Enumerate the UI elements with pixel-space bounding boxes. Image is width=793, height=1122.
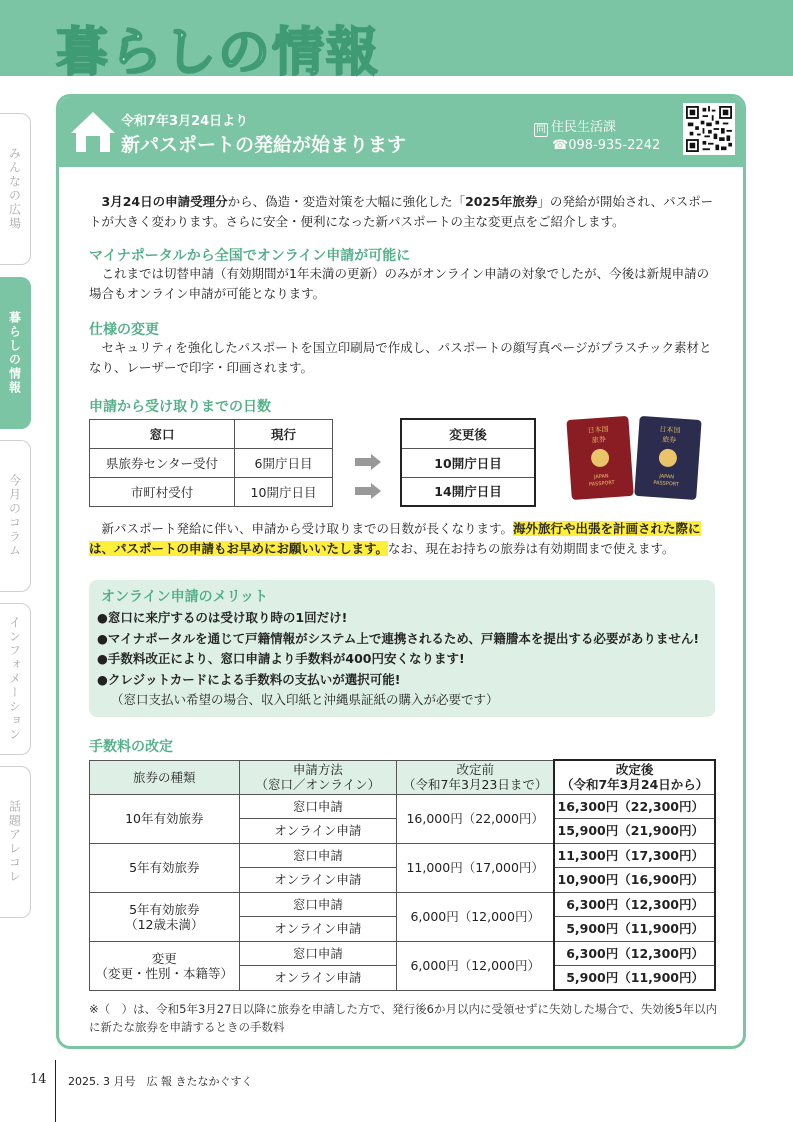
fee-type: 10年有効旅券 — [90, 794, 240, 843]
online-body: これまでは切替申請（有効期間が1年未満の更新）のみがオンライン申請の対象でしたが、今後は新規申請の場合もオンライン申請が可能となります。 — [89, 266, 710, 301]
table-row: オンライン申請 5,900円（11,900円） — [90, 917, 716, 942]
svg-text:日本国: 日本国 — [587, 425, 609, 435]
days-heading: 申請から受け取りまでの日数 — [89, 399, 271, 415]
fee-heading: 手数料の改定 — [89, 739, 173, 755]
article-title: 新パスポートの発給が始まります — [121, 134, 407, 156]
days-after-table — [400, 418, 536, 507]
fee-table — [89, 759, 716, 991]
fee-type: 変更 （変更・性別・本籍等） — [90, 941, 240, 990]
inquiry-icon: 問 — [536, 124, 546, 135]
arrow-right-icon — [355, 454, 381, 470]
svg-text:JAPAN: JAPAN — [659, 473, 675, 481]
merit-note: （窓口支払い希望の場合、収入印紙と沖縄県証紙の購入が必要です） — [111, 692, 499, 707]
list-item: ●クレジットカードによる手数料の支払いが選択可能! — [97, 671, 401, 687]
phone-number[interactable]: ☎098-935-2242 — [552, 138, 661, 153]
col-header-current: 現行 — [235, 420, 333, 449]
spec-body: セキュリティを強化したパスポートを国立印刷局で作成し、パスポートの顔写真ページがプラスチック素材となり、レーザーで印字・印画されます。 — [89, 340, 712, 375]
fee-footnote: ※（ ）は、令和5年3月27日以降に旅券を申請した方で、発行後6か月以内に受領せずに失効した場合で、失効後5年以内に新たな旅券を申請するときの手数料 — [89, 1002, 718, 1034]
list-item: ●手数料改正により、窓口申請より手数料が400円安くなります! — [97, 651, 465, 666]
table-row: 市町村受付 10開庁日目 — [90, 478, 333, 507]
side-tab-kurashi[interactable]: 暮らしの情報 — [0, 277, 31, 429]
col-header-type: 旅券の種類 — [90, 760, 240, 794]
side-tab-wadai[interactable]: 話題アレコレ — [0, 766, 31, 918]
svg-text:PASSPORT: PASSPORT — [653, 479, 680, 488]
table-row: 5年有効旅券 （12歳未満） 窓口申請 6,000円（12,000円） 6,300円（12,300円） — [90, 892, 716, 917]
merit-heading: オンライン申請のメリット — [101, 589, 269, 605]
online-heading: マイナポータルから全国でオンライン申請が可能に — [89, 248, 411, 264]
department-name: 住民生活課 — [551, 120, 617, 135]
page-number: 14 — [30, 1072, 47, 1087]
col-header-counter: 窓口 — [90, 420, 235, 449]
highlighted-notice: 海外旅行や出張を計画された際には、パスポートの申請もお早めにお願いいたします。 — [89, 521, 701, 556]
footer-issue: 2025. 3 月号 広 報 きたなかぐすく — [68, 1075, 253, 1088]
merit-list — [97, 608, 699, 711]
intro-text: 3月24日の申請受理分から、偽造・変造対策を大幅に強化した「2025年旅券」の発給が開始され、パスポートが大きく変わります。さらに安全・便利になった新パスポートの主な変更点をご紹介します。 — [89, 194, 714, 229]
table-row: オンライン申請 10,900円（16,900円） — [90, 868, 716, 893]
svg-text:日本国: 日本国 — [659, 425, 681, 435]
table-row: 変更 （変更・性別・本籍等） 窓口申請 6,000円（12,000円） 6,300円（12,300円） — [90, 941, 716, 966]
table-row: オンライン申請 5,900円（11,900円） — [90, 966, 716, 991]
merit-box — [89, 580, 715, 717]
article-card — [56, 94, 746, 1049]
qr-code-icon[interactable] — [683, 103, 735, 155]
house-icon — [69, 109, 117, 155]
svg-text:JAPAN: JAPAN — [593, 473, 609, 481]
table-row: 県旅券センター受付 6開庁日目 — [90, 449, 333, 478]
table-row: 5年有効旅券 窓口申請 11,000円（17,000円） 11,300円（17,300円） — [90, 843, 716, 868]
notice-text: 新パスポート発給に伴い、申請から受け取りまでの日数が長くなります。海外旅行や出張を計画された際には、パスポートの申請もお早めにお願いいたします。なお、現在お持ちの旅券は有効期間まで使えます。 — [89, 521, 701, 556]
list-item: ●窓口に来庁するのは受け取り時の1回だけ! — [97, 610, 348, 625]
spec-heading: 仕様の変更 — [89, 322, 159, 338]
side-tab-minna[interactable]: みんなの広場 — [0, 113, 31, 265]
svg-text:PASSPORT: PASSPORT — [588, 479, 615, 488]
table-row: 10年有効旅券 窓口申請 16,000円（22,000円） 16,300円（22,300円） — [90, 794, 716, 819]
passport-illustration — [564, 412, 704, 502]
col-header-before: 改定前 （令和7年3月23日まで） — [397, 760, 555, 794]
days-table — [89, 419, 333, 507]
side-tab-information[interactable]: インフォメーション — [0, 603, 31, 755]
section-title: 暮らしの情報 — [56, 23, 381, 83]
arrow-right-icon — [355, 483, 381, 499]
fee-type: 5年有効旅券 — [90, 843, 240, 892]
contact-info — [534, 119, 660, 154]
side-tab-column[interactable]: 今月のコラム — [0, 440, 31, 592]
footer-divider — [55, 1060, 56, 1122]
col-header-after: 改定後 （令和7年3月24日から） — [554, 760, 715, 794]
col-header-after: 変更後 — [401, 419, 535, 448]
fee-type: 5年有効旅券 （12歳未満） — [90, 892, 240, 941]
col-header-method: 申請方法 （窓口／オンライン） — [239, 760, 397, 794]
table-row: 10開庁日目 — [401, 448, 535, 477]
svg-text:旅券: 旅券 — [591, 435, 607, 445]
article-date: 令和7年3月24日より — [121, 114, 249, 129]
article-header — [59, 97, 743, 167]
table-row: 14開庁日目 — [401, 477, 535, 506]
list-item: ●マイナポータルを通じて戸籍情報がシステム上で連携されるため、戸籍謄本を提出する必要がありません! — [97, 630, 700, 646]
svg-text:旅券: 旅券 — [661, 435, 677, 445]
table-row: オンライン申請 15,900円（21,900円） — [90, 819, 716, 844]
